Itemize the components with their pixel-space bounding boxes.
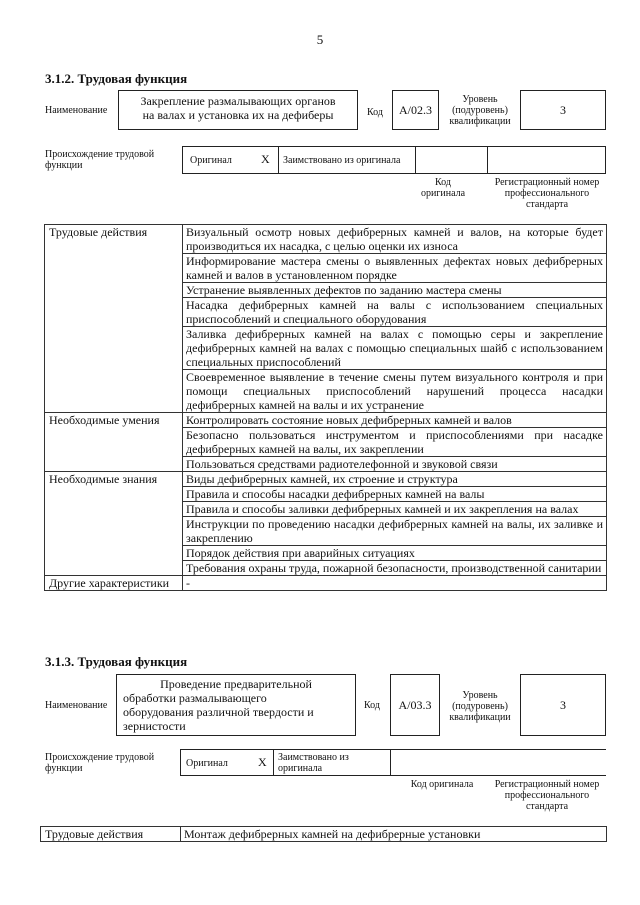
level-label-line: (подуровень) [452, 105, 508, 116]
level-label-line: Уровень [462, 690, 498, 701]
level-label-line: квалификации [449, 712, 511, 723]
original-label: Оригинал [190, 155, 232, 166]
row-text: Своевременное выявление в течение смены путем визуального контроля и при помощи специальных приспособлений нарушений процесса насадки дефибрерных камней на валы и их устранение [183, 370, 607, 413]
borrowed-label-line: Заимствовано из [278, 752, 349, 763]
row-text: Информирование мастера смены о выявленных дефектах новых дефибрерных камней и валов в установленном порядке [183, 254, 607, 283]
row-text: Безопасно пользоваться инструментом и приспособлениями при насадке дефибрерных камней на валы, их закреплении [183, 428, 607, 457]
code-label: Код [364, 700, 380, 711]
row-text: Требования охраны труда, пожарной безопасности, производственной санитарии [183, 561, 607, 576]
qualification-level-label [440, 94, 520, 127]
name-label: Наименование [45, 700, 108, 711]
row-text: Контролировать состояние новых дефибрерных камней и валов [183, 413, 607, 428]
row-text: Заливка дефибрерных камней на валах с помощью серы и закрепление дефибрерных камней на валах с помощью специальных шайб с использованием специальных приспособлений [183, 327, 607, 370]
caption-line: Код [435, 177, 451, 188]
category-required-knowledge: Необходимые знания [45, 472, 183, 576]
row-text: Виды дефибрерных камней, их строение и структура [183, 472, 607, 487]
row-text: Правила и способы насадки дефибрерных камней на валы [183, 487, 607, 502]
origin-label-line: функции [45, 763, 83, 774]
origin-label-line: функции [45, 160, 83, 171]
origin-label-line: Происхождение трудовой [45, 149, 155, 160]
level-label-line: квалификации [449, 116, 511, 127]
caption-line: профессионального [504, 790, 590, 801]
qualification-level-box: 3 [520, 674, 606, 736]
function-name-box [116, 674, 356, 736]
row-text: Правила и способы заливки дефибрерных камней и их закрепления на валах [183, 502, 607, 517]
function-heading-3-1-2: 3.1.2. Трудовая функция [45, 71, 188, 86]
origin-label-line: Происхождение трудовой [45, 752, 155, 763]
function-name-line: оборудования различной твердости и [123, 705, 314, 719]
function-name-line: обработки размалывающего [123, 691, 267, 705]
borrowed-label [278, 752, 349, 774]
original-code-caption: Код оригинала [410, 779, 474, 790]
function-code-box: А/02.3 [392, 90, 439, 130]
row-text: Инструкции по проведению насадки дефибрерных камней на валы, их заливке и закреплению [183, 517, 607, 546]
function-details-table [44, 224, 607, 591]
original-x-mark: X [258, 755, 267, 769]
row-text: Монтаж дефибрерных камней на дефибрерные установки [181, 827, 607, 842]
level-label-line: Уровень [462, 94, 498, 105]
function-name-line: Проведение предварительной [160, 677, 312, 691]
row-text: Насадка дефибрерных камней на валы с использованием специальных приспособлений и специального оборудования [183, 298, 607, 327]
row-text: Визуальный осмотр новых дефибрерных камней и валов, на которые будет производиться их насадка, с целью оценки их износа [183, 225, 607, 254]
original-x-mark: X [261, 152, 270, 166]
divider [180, 749, 606, 750]
borrowed-label: Заимствовано из оригинала [283, 155, 401, 166]
table-row [45, 413, 607, 428]
function-name-box [118, 90, 358, 130]
function-code-box: А/03.3 [390, 674, 440, 736]
divider [180, 749, 181, 775]
caption-line: Регистрационный номер [494, 779, 600, 790]
category-other-characteristics: Другие характеристики [45, 576, 183, 591]
caption-line: стандарта [525, 199, 569, 210]
original-label: Оригинал [186, 758, 228, 769]
level-label-line: (подуровень) [452, 701, 508, 712]
function-heading-3-1-3: 3.1.3. Трудовая функция [45, 654, 188, 669]
registration-number-caption [487, 177, 607, 210]
category-labor-actions: Трудовые действия [45, 225, 183, 413]
divider [390, 749, 391, 775]
divider [273, 749, 274, 775]
caption-line: Регистрационный номер [494, 177, 600, 188]
caption-line: стандарта [525, 801, 569, 812]
function-name-line: зернистости [123, 719, 186, 733]
table-row [45, 225, 607, 254]
original-code-caption [408, 177, 478, 199]
function-name-line: Закрепление размалывающих органов [140, 94, 336, 108]
table-row [41, 827, 607, 842]
origin-label [45, 149, 154, 171]
origin-label [45, 752, 154, 774]
row-text: Устранение выявленных дефектов по заданию мастера смены [183, 283, 607, 298]
function-details-table [40, 826, 607, 842]
page-number: 5 [316, 32, 324, 47]
divider [180, 775, 606, 776]
divider [278, 146, 279, 174]
row-text: Пользоваться средствами радиотелефонной и звуковой связи [183, 457, 607, 472]
table-row [45, 576, 607, 591]
qualification-level-label [440, 690, 520, 723]
category-required-skills: Необходимые умения [45, 413, 183, 472]
code-label: Код [367, 107, 383, 118]
table-row [45, 472, 607, 487]
function-name-line: на валах и установка их на дефиберы [142, 108, 334, 122]
row-text: Порядок действия при аварийных ситуациях [183, 546, 607, 561]
registration-number-caption [486, 779, 608, 812]
borrowed-label-line: оригинала [278, 763, 323, 774]
row-text: - [183, 576, 607, 591]
divider [487, 146, 488, 174]
divider [415, 146, 416, 174]
caption-line: профессионального [504, 188, 590, 199]
qualification-level-box: 3 [520, 90, 606, 130]
name-label: Наименование [45, 105, 108, 116]
caption-line: оригинала [420, 188, 466, 199]
category-labor-actions: Трудовые действия [41, 827, 181, 842]
